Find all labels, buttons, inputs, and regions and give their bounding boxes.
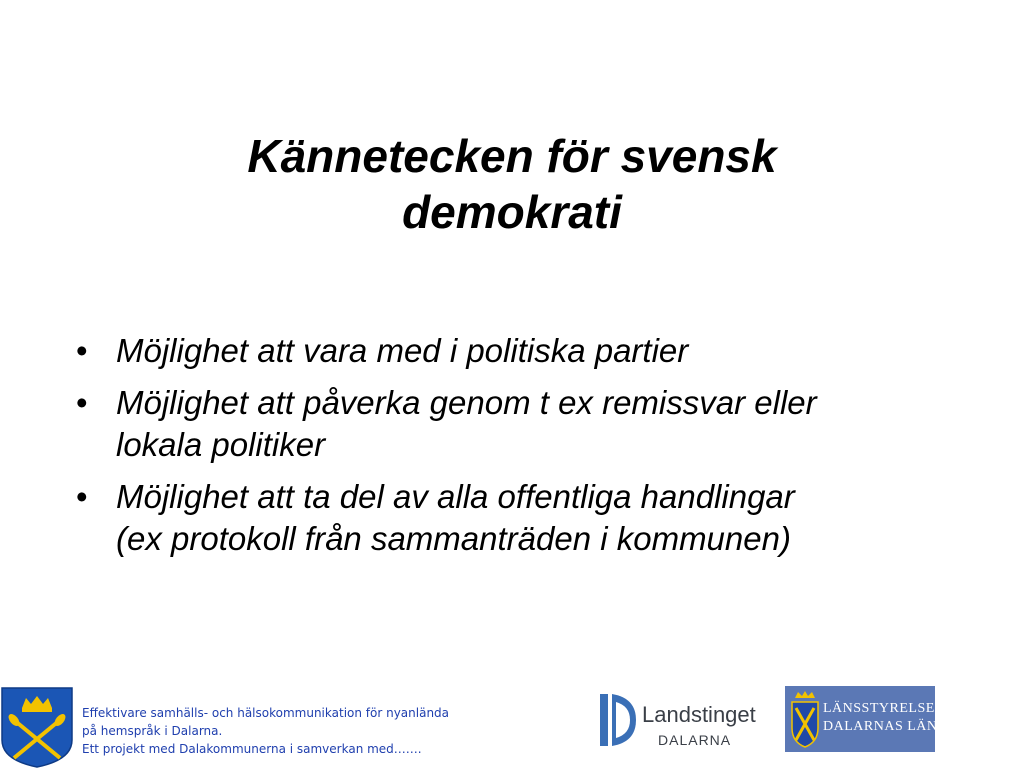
bullet-icon: • [76, 478, 88, 515]
bullet-icon: • [76, 332, 88, 369]
lansstyrelsen-text [823, 700, 945, 736]
bullet-list [76, 330, 976, 570]
landstinget-logo [598, 692, 758, 748]
bullet-text: Möjlighet att ta del av alla offentliga handlingar [116, 478, 795, 515]
footer-line-2: på hemspråk i Dalarna. [82, 724, 223, 738]
title-line-2: demokrati [402, 186, 622, 238]
landstinget-name: Landstinget [642, 702, 756, 727]
footer-line-3: Ett projekt med Dalakommunerna i samverkan med……. [82, 742, 422, 756]
dalarna-coat-of-arms-icon [0, 686, 74, 768]
landstinget-d-logo-icon [598, 692, 638, 748]
bullet-text: Möjlighet att påverka genom t ex remissvar eller [116, 384, 817, 421]
footer [0, 686, 1024, 768]
bullet-text: (ex protokoll från sammanträden i kommunen) [116, 520, 791, 557]
lansstyrelsen-logo [785, 686, 946, 752]
bullet-text: Möjlighet att vara med i politiska partier [116, 332, 689, 369]
bullet-text: lokala politiker [116, 426, 326, 463]
landstinget-sub: DALARNA [658, 732, 732, 748]
bullet-item [76, 476, 976, 560]
footer-text [82, 704, 562, 758]
lansstyrelsen-line-2: DALARNAS LÄN [823, 719, 938, 734]
slide-title [0, 128, 1024, 240]
bullet-item [76, 330, 976, 372]
title-line-1: Kännetecken för svensk [247, 130, 777, 182]
footer-line-1: Effektivare samhälls- och hälsokommunikation för nyanlända [82, 706, 450, 720]
lansstyrelsen-line-1: LÄNSSTYRELSEN [823, 701, 946, 716]
bullet-item [76, 382, 976, 466]
bullet-icon: • [76, 384, 88, 421]
lansstyrelsen-crest-icon [787, 690, 823, 750]
